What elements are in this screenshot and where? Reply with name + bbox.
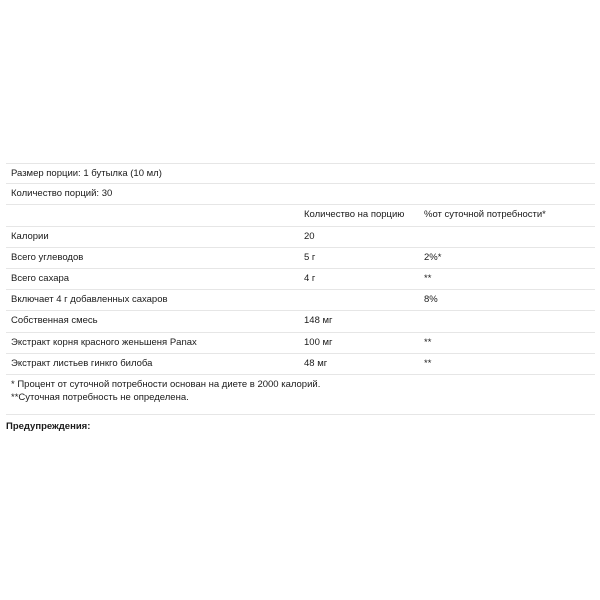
serving-size-row [6,163,595,184]
nutrient-name: Экстракт корня красного женьшеня Panax [11,336,197,348]
table-row [6,354,595,375]
table-row [6,248,595,269]
servings-count-row [6,184,595,205]
nutrient-name: Включает 4 г добавленных сахаров [11,294,168,306]
nutrient-daily-value: 2%* [424,251,442,263]
supplement-facts-table [6,163,595,415]
table-row [6,227,595,248]
daily-value-header: %от суточной потребности* [424,209,546,221]
nutrient-daily-value: ** [424,357,432,369]
nutrient-name: Всего сахара [11,272,70,284]
table-row [6,333,595,354]
nutrient-amount: 148 мг [304,315,333,327]
footnote-not-established: **Суточная потребность не определена. [11,391,189,403]
amount-header: Количество на порцию [304,209,405,221]
footnote-daily-value: * Процент от суточной потребности основан на диете в 2000 калорий. [11,378,321,390]
nutrient-name: Собственная смесь [11,315,98,327]
nutrient-daily-value: ** [424,272,432,284]
column-header-row [6,205,595,226]
warnings-heading: Предупреждения: [6,421,91,432]
table-row [6,269,595,290]
nutrient-amount: 4 г [304,272,316,284]
serving-size: Размер порции: 1 бутылка (10 мл) [11,168,162,179]
table-row [6,311,595,332]
nutrient-amount: 48 мг [304,357,328,369]
nutrient-amount: 100 мг [304,336,333,348]
nutrient-amount: 5 г [304,251,316,263]
footnotes [11,378,320,404]
nutrient-name: Калории [11,230,49,242]
servings-count: Количество порций: 30 [11,188,113,200]
nutrient-name: Всего углеводов [11,251,84,263]
nutrient-name: Экстракт листьев гинкго билоба [11,357,153,369]
nutrient-daily-value: 8% [424,294,438,306]
nutrient-amount: 20 [304,230,315,242]
footnotes-row [6,375,595,415]
nutrient-daily-value: ** [424,336,432,348]
table-row [6,290,595,311]
